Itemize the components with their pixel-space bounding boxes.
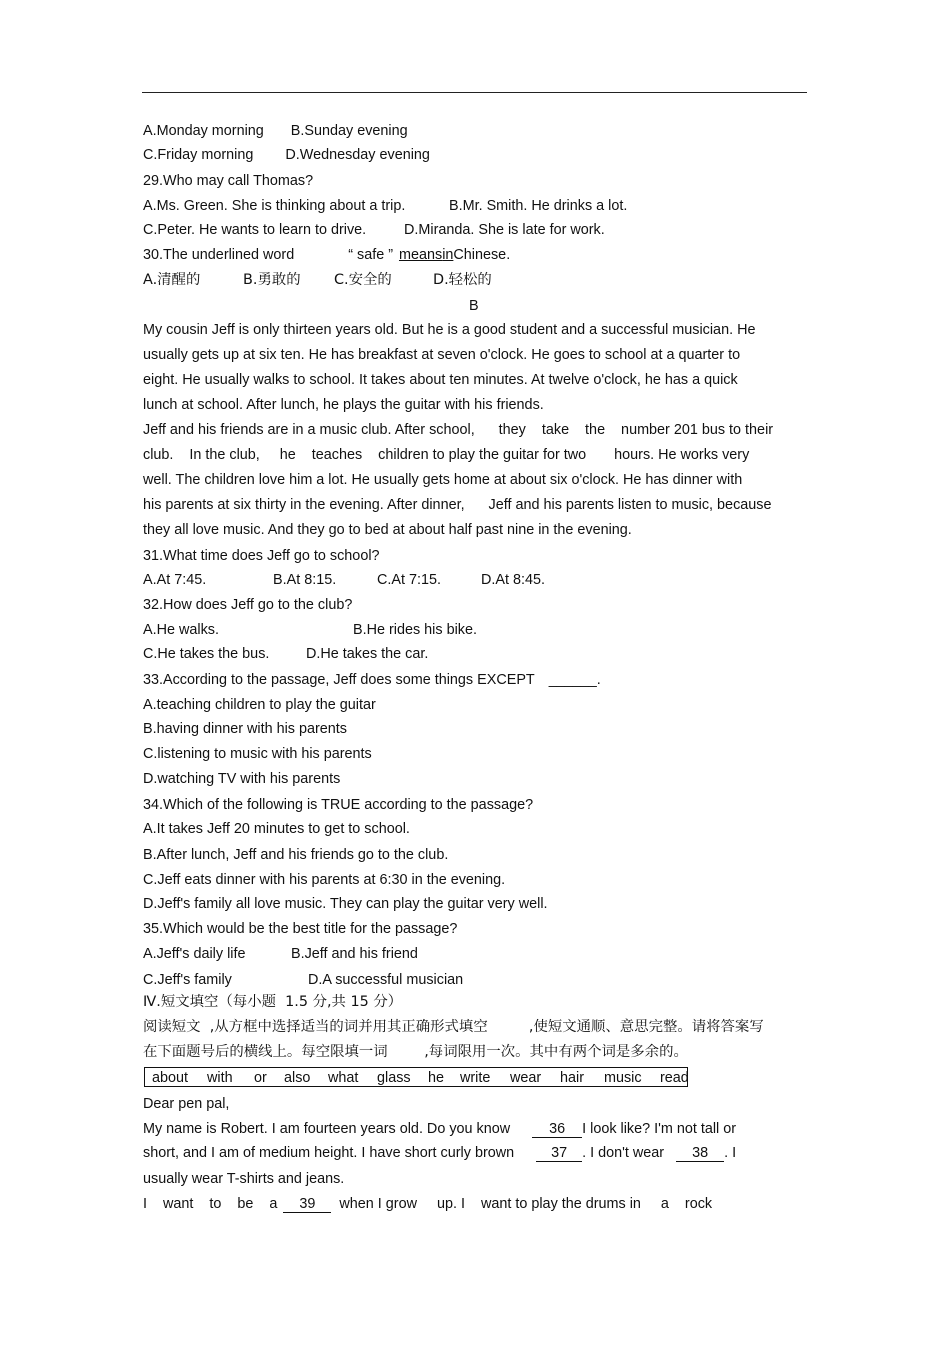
q28-options-row1 <box>143 122 408 140</box>
q30-stem <box>143 246 510 264</box>
passage-line: usually gets up at six ten. He has breakfast at seven o'clock. He goes to school at a quarter to <box>143 347 741 363</box>
q31-option-d[interactable]: D.At 8:45. <box>481 572 545 588</box>
q34-option-b[interactable]: B.After lunch, Jeff and his friends go to the club. <box>143 847 449 863</box>
q29-option-c[interactable]: C.Peter. He wants to learn to drive. <box>143 222 367 238</box>
section4-heading: Ⅳ.短文填空（每小题 1.5 分,共 15 分） <box>143 994 403 1010</box>
blank-38[interactable]: 38 <box>676 1145 724 1162</box>
blank-37[interactable]: 37 <box>536 1145 582 1162</box>
word-box-item: hair <box>560 1070 584 1086</box>
letter-greeting: Dear pen pal, <box>143 1096 230 1112</box>
letter-text: . I don't wear <box>582 1145 665 1161</box>
q34-option-c[interactable]: C.Jeff eats dinner with his parents at 6:30 in the evening. <box>143 872 506 888</box>
q30-means: means <box>398 247 443 263</box>
q28-options-row2 <box>143 146 430 164</box>
word-box-item: what <box>328 1070 359 1086</box>
word-box-item: he <box>428 1070 445 1086</box>
q30-option-b[interactable]: B.勇敢的 <box>243 272 301 288</box>
word-box-item: or <box>254 1070 267 1086</box>
q30-option-c[interactable]: C.安全的 <box>334 272 392 288</box>
q28-option-a[interactable]: A.Monday morning <box>143 123 264 139</box>
q29-stem: 29.Who may call Thomas? <box>143 173 314 189</box>
page-top-rule <box>142 92 807 93</box>
q33-blank[interactable]: ______. <box>548 672 601 688</box>
section4-instruction-2: 在下面题号后的横线上。每空限填一词 ,每词限用一次。其中有两个词是多余的。 <box>143 1044 688 1060</box>
q32-option-a[interactable]: A.He walks. <box>143 622 219 638</box>
q35-option-a[interactable]: A.Jeff's daily life <box>143 946 246 962</box>
q35-option-b[interactable]: B.Jeff and his friend <box>291 946 418 962</box>
word-box-item: wear <box>510 1070 542 1086</box>
section4-instruction-1: 阅读短文 ,从方框中选择适当的词并用其正确形式填空 ,使短文通顺、意思完整。请将答案写 <box>143 1019 764 1035</box>
q31-option-b[interactable]: B.At 8:15. <box>273 572 337 588</box>
q33-stem <box>143 671 601 689</box>
letter-line-1 <box>143 1120 736 1138</box>
q29-option-a[interactable]: A.Ms. Green. She is thinking about a trip. <box>143 198 406 214</box>
q29-option-b[interactable]: B.Mr. Smith. He drinks a lot. <box>449 198 628 214</box>
word-box-item: write <box>460 1070 491 1086</box>
blank-39[interactable]: 39 <box>283 1196 331 1213</box>
blank-36[interactable]: 36 <box>532 1121 582 1138</box>
q35-option-c[interactable]: C.Jeff's family <box>143 972 232 988</box>
q30-stem-start: 30.The underlined word <box>143 247 295 263</box>
passage-line: his parents at six thirty in the evening. After dinner, Jeff and his parents listen to music, because <box>143 497 772 513</box>
q33-option-a[interactable]: A.teaching children to play the guitar <box>143 697 376 713</box>
q33-option-c[interactable]: C.listening to music with his parents <box>143 746 372 762</box>
letter-line-3: usually wear T-shirts and jeans. <box>143 1171 345 1187</box>
q31-option-a[interactable]: A.At 7:45. <box>143 572 207 588</box>
passage-line: club. In the club, he teaches children to play the guitar for two hours. He works very <box>143 447 750 463</box>
letter-text: I want to be a <box>143 1196 278 1212</box>
letter-text: . I <box>724 1145 737 1161</box>
letter-line-4 <box>143 1195 712 1213</box>
q34-option-a[interactable]: A.It takes Jeff 20 minutes to get to school. <box>143 821 410 837</box>
q35-stem: 35.Which would be the best title for the passage? <box>143 921 458 937</box>
q34-stem: 34.Which of the following is TRUE according to the passage? <box>143 797 534 813</box>
q30-blank[interactable]: in <box>442 247 454 263</box>
q28-option-c[interactable]: C.Friday morning <box>143 147 254 163</box>
q31-option-c[interactable]: C.At 7:15. <box>377 572 441 588</box>
q31-stem: 31.What time does Jeff go to school? <box>143 548 380 564</box>
q30-option-d[interactable]: D.轻松的 <box>433 272 492 288</box>
letter-text: when I grow up. I want to play the drums in a rock <box>339 1196 713 1212</box>
q28-option-b[interactable]: B.Sunday evening <box>290 123 408 139</box>
q30-option-a[interactable]: A.清醒的 <box>143 272 201 288</box>
q30-quoted-word: “ safe ” <box>348 247 393 263</box>
q34-option-d[interactable]: D.Jeff's family all love music. They can play the guitar very well. <box>143 896 548 912</box>
section-b-heading: B <box>469 298 479 314</box>
q35-option-d[interactable]: D.A successful musician <box>308 972 464 988</box>
passage-line: Jeff and his friends are in a music club. After school, they take the number 201 bus to their <box>143 422 774 438</box>
word-box-item: music <box>604 1070 642 1086</box>
q29-option-d[interactable]: D.Miranda. She is late for work. <box>404 222 605 238</box>
q32-option-d[interactable]: D.He takes the car. <box>306 646 429 662</box>
word-box-item: with <box>207 1070 233 1086</box>
letter-text: I look like? I'm not tall or <box>582 1121 737 1137</box>
passage-line: lunch at school. After lunch, he plays the guitar with his friends. <box>143 397 544 413</box>
q32-option-c[interactable]: C.He takes the bus. <box>143 646 270 662</box>
q33-option-b[interactable]: B.having dinner with his parents <box>143 721 347 737</box>
word-box <box>144 1067 688 1087</box>
letter-line-2 <box>143 1144 736 1162</box>
letter-text: My name is Robert. I am fourteen years old. Do you know <box>143 1121 511 1137</box>
q33-stem-text: 33.According to the passage, Jeff does some things EXCEPT <box>143 672 535 688</box>
letter-text: short, and I am of medium height. I have short curly brown <box>143 1145 515 1161</box>
passage-line: well. The children love him a lot. He usually gets home at about six o'clock. He has dinner with <box>143 472 743 488</box>
passage-line: My cousin Jeff is only thirteen years old. But he is a good student and a successful musician. He <box>143 322 756 338</box>
word-box-item: also <box>284 1070 311 1086</box>
word-box-item: about <box>152 1070 189 1086</box>
q32-option-b[interactable]: B.He rides his bike. <box>353 622 477 638</box>
word-box-item: glass <box>377 1070 411 1086</box>
passage-line: eight. He usually walks to school. It takes about ten minutes. At twelve o'clock, he has a quick <box>143 372 738 388</box>
word-box-item: read <box>660 1070 689 1086</box>
q30-stem-end: Chinese. <box>453 247 511 263</box>
passage-line: they all love music. And they go to bed at about half past nine in the evening. <box>143 522 632 538</box>
q32-stem: 32.How does Jeff go to the club? <box>143 597 353 613</box>
q33-option-d[interactable]: D.watching TV with his parents <box>143 771 341 787</box>
q28-option-d[interactable]: D.Wednesday evening <box>285 147 430 163</box>
